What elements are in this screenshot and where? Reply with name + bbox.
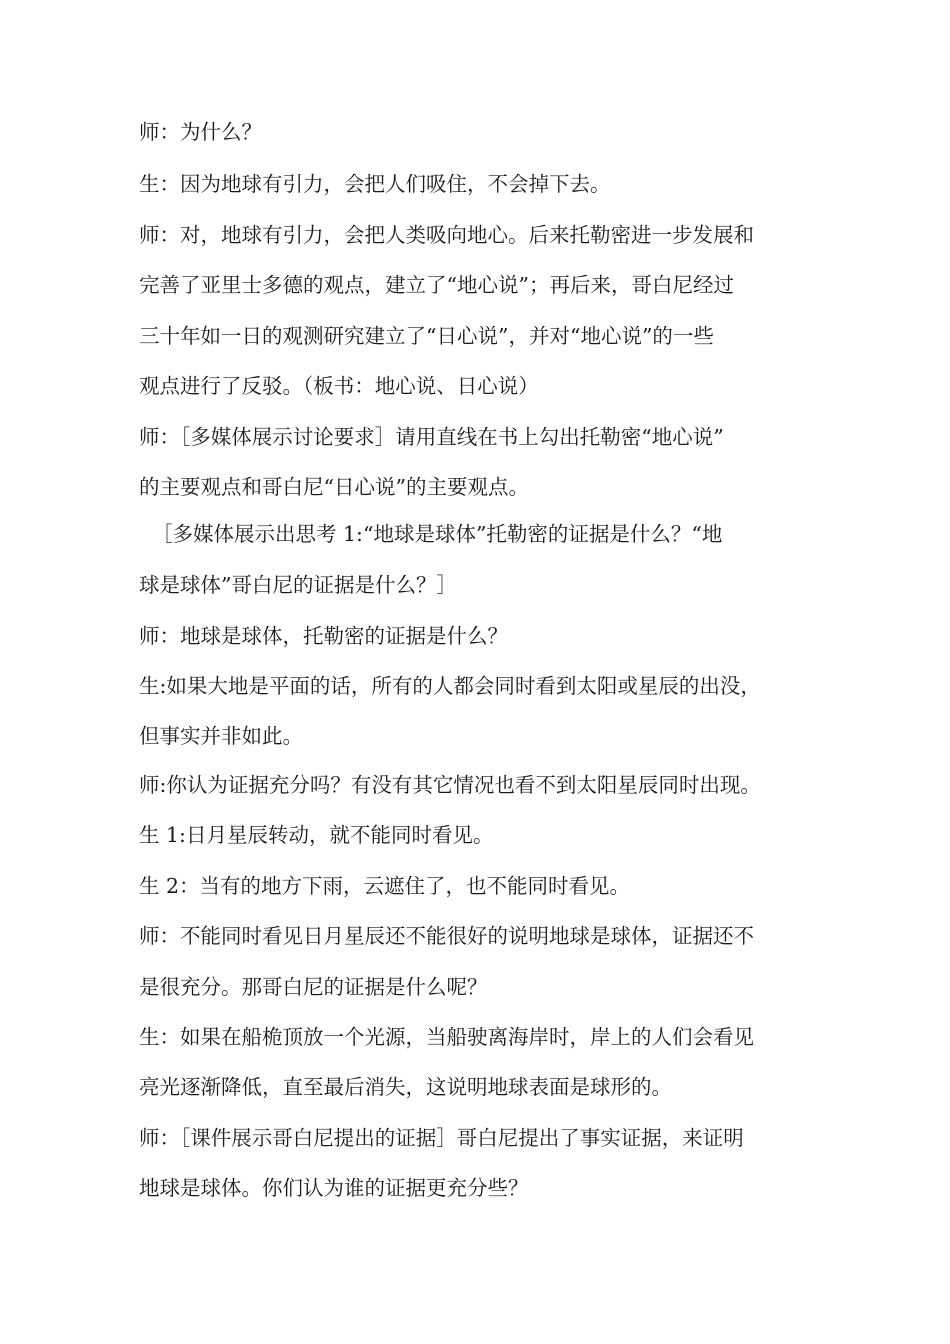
- text-line: 完善了亚里士多德的观点，建立了“地心说”；再后来，哥白尼经过: [139, 273, 734, 297]
- text-line: 三十年如一日的观测研究建立了“日心说”，并对“地心说”的一些: [139, 324, 714, 348]
- text-line: 生：如果在船桅顶放一个光源，当船驶离海岸时，岸上的人们会看见: [139, 1025, 754, 1049]
- text-line: 观点进行了反驳。（板书：地心说、日心说）: [139, 374, 539, 398]
- text-line: 但事实并非如此。: [139, 724, 303, 748]
- text-line: 生:如果大地是平面的话，所有的人都会同时看到太阳或星辰的出没，: [139, 674, 761, 698]
- text-line: 是很充分。那哥白尼的证据是什么呢？: [139, 975, 488, 999]
- text-line: ［多媒体展示出思考 1:“地球是球体”托勒密的证据是什么？“地: [152, 522, 723, 546]
- text-line: 师：对，地球有引力，会把人类吸向地心。后来托勒密进一步发展和: [139, 223, 754, 247]
- text-line: 师：不能同时看见日月星辰还不能很好的说明地球是球体，证据还不: [139, 924, 754, 948]
- text-line: 的主要观点和哥白尼“日心说”的主要观点。: [139, 475, 529, 499]
- text-line: 师：为什么？: [139, 120, 262, 144]
- text-line: 师:你认为证据充分吗？有没有其它情况也看不到太阳星辰同时出现。: [139, 773, 761, 797]
- text-line: 师：［课件展示哥白尼提出的证据］哥白尼提出了事实证据，来证明: [139, 1126, 744, 1150]
- text-line: 生 2：当有的地方下雨，云遮住了，也不能同时看见。: [139, 874, 631, 898]
- text-line: 地球是球体。你们认为谁的证据更充分些？: [139, 1176, 529, 1200]
- text-line: 师：地球是球体，托勒密的证据是什么？: [139, 624, 508, 648]
- text-line: 亮光逐渐降低，直至最后消失，这说明地球表面是球形的。: [139, 1075, 672, 1099]
- text-line: 生 1:日月星辰转动，就不能同时看见。: [139, 823, 494, 847]
- text-line: 师：［多媒体展示讨论要求］请用直线在书上勾出托勒密“地心说”: [139, 425, 724, 449]
- text-line: 球是球体”哥白尼的证据是什么？］: [139, 573, 457, 597]
- text-line: 生：因为地球有引力，会把人们吸住，不会掉下去。: [139, 172, 611, 196]
